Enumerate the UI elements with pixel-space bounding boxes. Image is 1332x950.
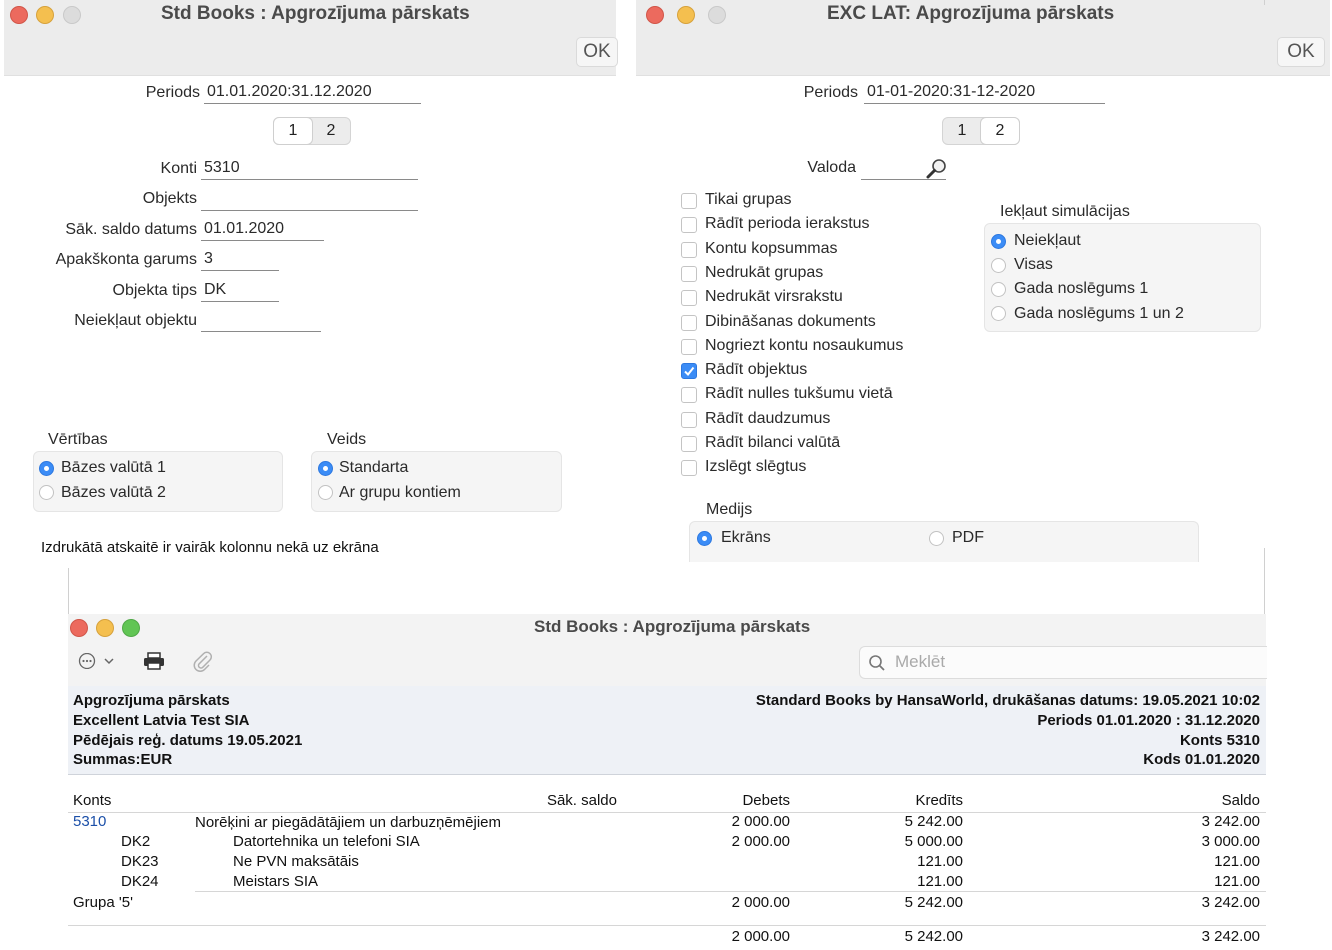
checkbox-10[interactable] xyxy=(681,412,697,428)
saldo-value: 3 242.00 xyxy=(1201,928,1260,945)
medijs-option-pdf[interactable]: PDF xyxy=(952,529,984,546)
account-link[interactable]: 5310 xyxy=(73,813,107,830)
checkbox-2[interactable] xyxy=(681,217,697,233)
checkbox-label-5[interactable]: Nedrukāt virsrakstu xyxy=(705,288,843,306)
group-label: Grupa '5' xyxy=(73,894,133,911)
col-debets: Debets xyxy=(742,792,790,809)
periods-field[interactable]: 01-01-2020:31-12-2020 xyxy=(864,83,1105,104)
checkbox-11[interactable] xyxy=(681,436,697,452)
checkbox-label-11[interactable]: Rādīt bilanci valūtā xyxy=(705,434,841,451)
checkbox-4[interactable] xyxy=(681,266,697,282)
col-konts: Konts xyxy=(73,792,112,809)
periods-label: Periods xyxy=(145,84,200,101)
vertibas-option-2[interactable]: Bāzes valūtā 2 xyxy=(61,484,166,501)
window-title: EXC LAT: Apgrozījuma pārskats xyxy=(827,3,1115,24)
report-window-title: Std Books : Apgrozījuma pārskats xyxy=(534,617,811,636)
simulacijas-option-4[interactable]: Gada noslēgums 1 un 2 xyxy=(1014,305,1184,322)
konti-label: Konti xyxy=(160,160,197,177)
window-edge-line xyxy=(1264,548,1265,614)
search-placeholder: Meklēt xyxy=(895,652,946,671)
checkbox-label-6[interactable]: Dibināšanas dokuments xyxy=(705,312,876,330)
more-options-icon[interactable] xyxy=(78,653,118,669)
segment-1[interactable]: 1 xyxy=(957,122,967,139)
simulacijas-option-3[interactable]: Gada noslēgums 1 xyxy=(1014,280,1149,297)
neieklaut-objektu-field[interactable] xyxy=(201,311,321,332)
col-sak-saldo: Sāk. saldo xyxy=(546,792,617,809)
search-field[interactable] xyxy=(859,646,1267,679)
minimize-button[interactable] xyxy=(677,6,695,24)
checkbox-8[interactable] xyxy=(681,363,697,379)
sak-saldo-datums-label: Sāk. saldo datums xyxy=(65,221,197,238)
object-code: DK24 xyxy=(121,873,159,890)
col-saldo: Saldo xyxy=(1221,792,1260,809)
sak-saldo-datums-field[interactable]: 01.01.2020 xyxy=(201,220,324,241)
code-info: Kods 01.01.2020 xyxy=(1143,751,1260,768)
veids-title: Veids xyxy=(327,431,367,448)
report-heading: Apgrozījuma pārskats xyxy=(73,692,230,709)
checkbox-label-2[interactable]: Rādīt perioda ierakstus xyxy=(705,215,870,233)
medijs-radio-pdf[interactable] xyxy=(929,531,944,546)
kredits-value: 5 242.00 xyxy=(904,894,963,911)
report-window xyxy=(68,614,1266,950)
checkbox-7[interactable] xyxy=(681,339,697,355)
checkbox-label-12[interactable]: Izslēgt slēgtus xyxy=(705,458,807,476)
close-button[interactable] xyxy=(70,619,88,637)
debets-value: 2 000.00 xyxy=(731,813,790,830)
kredits-value: 5 242.00 xyxy=(904,813,963,830)
object-name: Ne PVN maksātāis xyxy=(233,853,359,870)
medijs-title: Medijs xyxy=(706,501,753,518)
col-kredits: Kredīts xyxy=(915,792,963,809)
periods-field[interactable]: 01.01.2020:31.12.2020 xyxy=(204,83,421,104)
object-code: DK2 xyxy=(121,833,151,850)
last-reg-date: Pēdējais reģ. datums 19.05.2021 xyxy=(73,732,303,749)
window-exc-lat xyxy=(636,0,1330,550)
simulacijas-radio-3[interactable] xyxy=(991,282,1006,297)
zoom-button[interactable] xyxy=(63,6,81,24)
saldo-value: 121.00 xyxy=(1214,853,1260,870)
veids-option-1[interactable]: Standarta xyxy=(339,459,409,476)
account-name: Norēķini ar piegādātājiem un darbuzņēmējiem xyxy=(195,814,501,831)
simulacijas-title: Iekļaut simulācijas xyxy=(1000,203,1130,220)
segment-1[interactable]: 1 xyxy=(274,118,312,144)
objekta-tips-field[interactable]: DK xyxy=(201,281,279,302)
checkbox-label-7[interactable]: Nogriezt kontu nosaukumus xyxy=(705,336,904,354)
checkmark-icon xyxy=(683,365,695,377)
debets-value: 2 000.00 xyxy=(731,928,790,945)
close-button[interactable] xyxy=(10,6,28,24)
simulacijas-radio-4[interactable] xyxy=(991,306,1006,321)
checkbox-6[interactable] xyxy=(681,315,697,331)
saldo-value: 3 242.00 xyxy=(1201,813,1260,830)
debets-value: 2 000.00 xyxy=(731,894,790,911)
page-segment xyxy=(273,117,351,145)
vertibas-title: Vērtības xyxy=(48,431,108,448)
search-icon xyxy=(868,654,886,672)
zoom-button[interactable] xyxy=(708,6,726,24)
checkbox-12[interactable] xyxy=(681,460,697,476)
kredits-value: 5 000.00 xyxy=(904,833,963,850)
printer-icon[interactable] xyxy=(143,652,165,670)
checkbox-3[interactable] xyxy=(681,242,697,258)
objekts-label: Objekts xyxy=(142,190,197,207)
saldo-value: 3 000.00 xyxy=(1201,833,1260,850)
object-code: DK23 xyxy=(121,853,159,870)
checkbox-1[interactable] xyxy=(681,193,697,209)
segment-2[interactable]: 2 xyxy=(326,122,336,139)
checkbox-label-9[interactable]: Rādīt nulles tukšumu vietā xyxy=(705,385,893,403)
kredits-value: 121.00 xyxy=(917,853,963,870)
vertibas-option-1[interactable]: Bāzes valūtā 1 xyxy=(61,459,166,476)
page-segment xyxy=(942,117,1020,145)
objekta-tips-label: Objekta tips xyxy=(112,282,197,299)
object-name: Datortehnika un telefoni SIA xyxy=(233,833,420,850)
period-info: Periods 01.01.2020 : 31.12.2020 xyxy=(1037,712,1260,729)
segment-2[interactable]: 2 xyxy=(981,118,1019,144)
periods-label: Periods xyxy=(803,84,858,101)
window-edge-line xyxy=(1264,0,1265,5)
note-text: Izdrukātā atskaitē ir vairāk kolonnu nekā uz ekrāna xyxy=(41,539,379,556)
window-std-books xyxy=(4,0,616,560)
ok-button[interactable]: OK xyxy=(576,37,618,67)
saldo-value: 3 242.00 xyxy=(1201,894,1260,911)
currency-label: Summas:EUR xyxy=(73,751,173,768)
checkbox-label-10[interactable]: Rādīt daudzumus xyxy=(705,409,831,427)
company-name: Excellent Latvia Test SIA xyxy=(73,712,250,729)
total-divider xyxy=(68,925,1266,926)
checkbox-5[interactable] xyxy=(681,290,697,306)
header-divider xyxy=(68,812,1266,813)
group-divider xyxy=(195,891,1266,892)
checkbox-label-3[interactable]: Kontu kopsummas xyxy=(705,239,838,257)
simulacijas-radio-1[interactable] xyxy=(991,234,1006,249)
simulacijas-radio-2[interactable] xyxy=(991,258,1006,273)
checkbox-label-8[interactable]: Rādīt objektus xyxy=(705,361,808,379)
ok-button[interactable]: OK xyxy=(1277,37,1325,67)
valoda-label: Valoda xyxy=(807,159,856,176)
checkbox-label-4[interactable]: Nedrukāt grupas xyxy=(705,263,824,281)
veids-option-2[interactable]: Ar grupu kontiem xyxy=(339,484,461,501)
debets-value: 2 000.00 xyxy=(731,833,790,850)
minimize-button[interactable] xyxy=(96,619,114,637)
neieklaut-objektu-label: Neiekļaut objektu xyxy=(74,312,197,329)
zoom-button[interactable] xyxy=(122,619,140,637)
objekts-field[interactable] xyxy=(201,190,418,211)
veids-radio-1[interactable] xyxy=(318,461,333,476)
account-info: Konts 5310 xyxy=(1179,732,1260,749)
saldo-value: 121.00 xyxy=(1214,873,1260,890)
window-title: Std Books : Apgrozījuma pārskats xyxy=(161,3,470,24)
close-button[interactable] xyxy=(646,6,664,24)
konti-field[interactable]: 5310 xyxy=(201,159,418,180)
kredits-value: 121.00 xyxy=(917,873,963,890)
window-edge-line xyxy=(68,568,69,614)
veids-radio-2[interactable] xyxy=(318,485,333,500)
checkbox-label-1[interactable]: Tikai grupas xyxy=(705,191,792,208)
kredits-value: 5 242.00 xyxy=(904,928,963,945)
medijs-option-ekrans[interactable]: Ekrāns xyxy=(721,529,771,546)
checkbox-9[interactable] xyxy=(681,387,697,403)
search-icon[interactable] xyxy=(925,157,949,181)
vertibas-radio-2[interactable] xyxy=(39,485,54,500)
apakskonta-garums-field[interactable]: 3 xyxy=(201,250,279,271)
minimize-button[interactable] xyxy=(36,6,54,24)
medijs-radio-ekrans[interactable] xyxy=(697,531,712,546)
attachment-icon[interactable] xyxy=(192,651,214,673)
print-info: Standard Books by HansaWorld, drukāšanas datums: 19.05.2021 10:02 xyxy=(755,692,1260,709)
simulacijas-option-1[interactable]: Neiekļaut xyxy=(1014,232,1081,249)
object-name: Meistars SIA xyxy=(233,873,319,890)
simulacijas-option-2[interactable]: Visas xyxy=(1014,256,1053,273)
apakskonta-garums-label: Apakškonta garums xyxy=(55,251,197,268)
vertibas-radio-1[interactable] xyxy=(39,461,54,476)
